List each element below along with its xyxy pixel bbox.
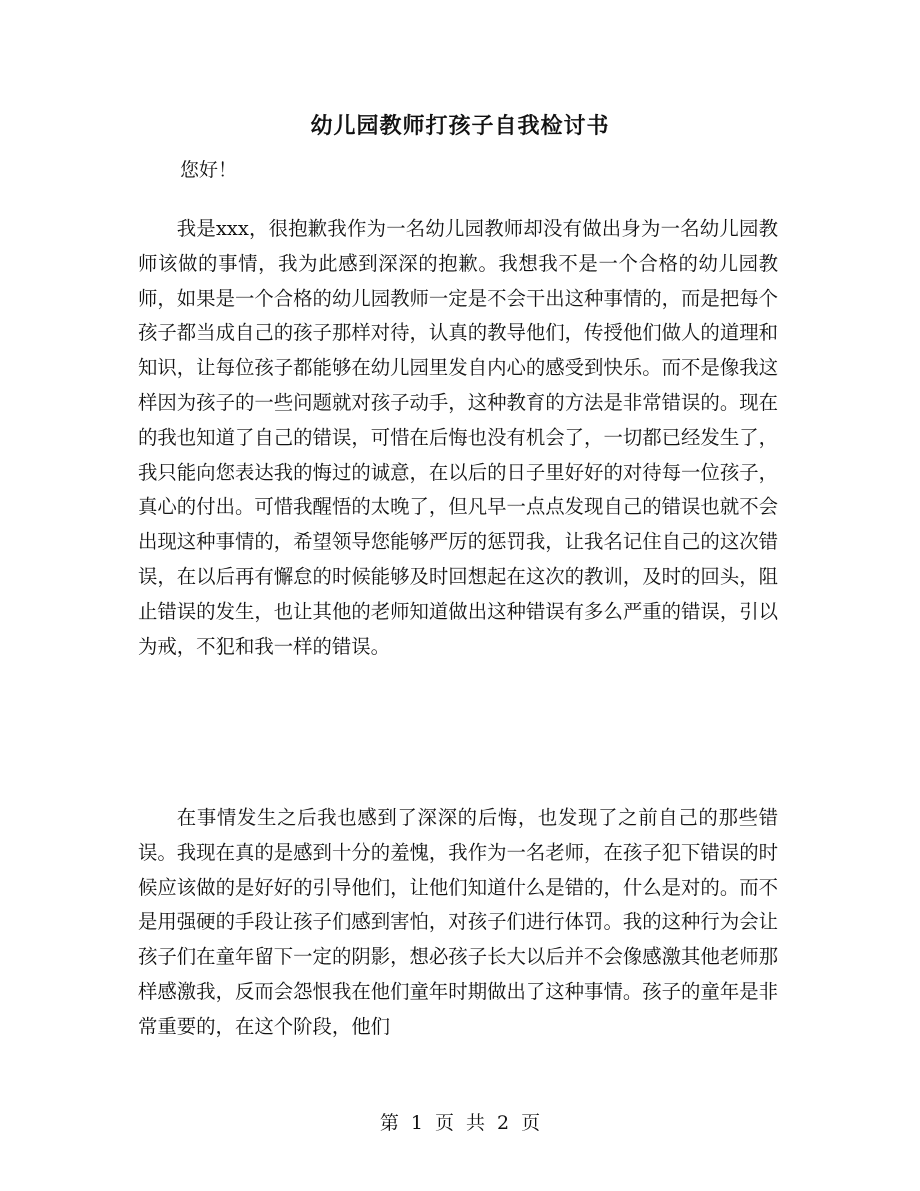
page-number-footer: 第 1 页 共 2 页 (379, 1112, 541, 1134)
body-paragraph-2: 在事情发生之后我也感到了深深的后悔，也发现了之前自己的那些错误。我现在真的是感到十分的羞愧，我作为一名老师，在孩子犯下错误的时候应该做的是好好的引导他们，让他们知道什么是错的，什么是对的。而不是用强硬的手段让孩子们感到害怕，对孩子们进行体罚。我的这种行为会让孩子们在童年留下一定的阴影，想必孩子长大以后并不会像感激其他老师那样感激我，反而会怨恨我在他们童年时期做出了这种事情。孩子的童年是非常重要的，在这个阶段，他们 (138, 806, 778, 1038)
body-paragraph-1: 我是xxx，很抱歉我作为一名幼儿园教师却没有做出身为一名幼儿园教师该做的事情，我为此感到深深的抱歉。我想我不是一个合格的幼儿园教师，如果是一个合格的幼儿园教师一定是不会干出这种事情的，而是把每个孩子都当成自己的孩子那样对待，认真的教导他们，传授他们做人的道理和知识，让每位孩子都能够在幼儿园里发自内心的感受到快乐。而不是像我这样因为孩子的一些问题就对孩子动手，这种教育的方法是非常错误的。现在的我也知道了自己的错误，可惜在后悔也没有机会了，一切都已经发生了，我只能向您表达我的悔过的诚意，在以后的日子里好好的对待每一位孩子，真心的付出。可惜我醒悟的太晚了，但凡早一点点发现自己的错误也就不会出现这种事情的，希望领导您能够严厉的惩罚我，让我名记住自己的这次错误，在以后再有懈怠的时候能够及时回想起在这次的教训，及时的回头，阻止错误的发生，也让其他的老师知道做出这种错误有多么严重的错误，引以为戒，不犯和我一样的错误。 (138, 217, 778, 658)
document-title: 幼儿园教师打孩子自我检讨书 (310, 113, 610, 139)
greeting-text: 您好！ (180, 159, 238, 181)
